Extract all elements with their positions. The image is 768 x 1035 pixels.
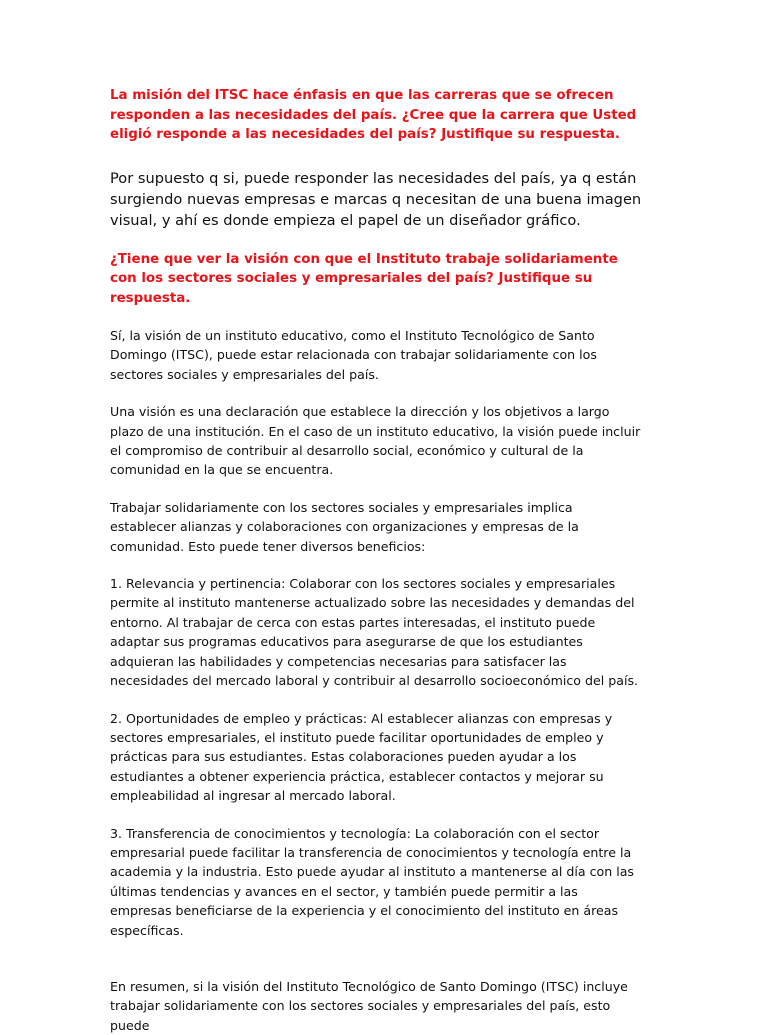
paragraph-vision-definition: Una visión es una declaración que establece la dirección y los objetivos a largo plazo de una institución. En el caso de un instituto educativo, la visión puede incluir el compromiso de contribuir al desarrollo social, económico y cultural de la comunidad en la que se encuentra.: [110, 404, 641, 478]
paragraph-point-1: 1. Relevancia y pertinencia: Colaborar con los sectores sociales y empresariales permite al instituto mantenerse actualizado sobre las necesidades y demandas del entorno. Al trabajar de cerca con estas partes interesadas, el instituto puede adaptar sus programas educativos para asegurarse de que los estudiantes adquieran las habilidades y competencias necesarias para satisfacer las necesidades del mercado laboral y contribuir al desarrollo socioeconómico del país.: [110, 576, 639, 689]
paragraph-summary: En resumen, si la visión del Instituto Tecnológico de Santo Domingo (ITSC) incluye trabajar solidariamente con los sectores sociales y empresariales del país, esto puede: [110, 978, 628, 1033]
question-1: La misión del ITSC hace énfasis en que las carreras que se ofrecen responden a las necesidades del país. ¿Cree que la carrera que Usted eligió responde a las necesidades del país? Justifique su respuesta.: [110, 88, 637, 142]
paragraph-point-2: 2. Oportunidades de empleo y prácticas: Al establecer alianzas con empresas y sectores empresariales, el instituto puede facilitar oportunidades de empleo y prácticas para sus estudiantes. Estas colaboraciones pueden ayudar a los estudiantes a obtener experiencia práctica, establecer contactos y mejorar su empleabilidad al ingresar al mercado laboral.: [110, 710, 613, 804]
document-content: [110, 86, 642, 1035]
answer-1: Por supuesto q si, puede responder las necesidades del país, ya q están surgiendo nuevas empresas e marcas q necesitan de una buena imagen visual, y ahí es donde empieza el papel de un diseñador gráfico.: [110, 169, 642, 229]
question-2: ¿Tiene que ver la visión con que el Instituto trabaje solidariamente con los sectores sociales y empresariales del país? Justifique su respuesta.: [110, 251, 618, 306]
paragraph-solidarity: Trabajar solidariamente con los sectores sociales y empresariales implica establecer alianzas y colaboraciones con organizaciones y empresas de la comunidad. Esto puede tener diversos beneficios:: [110, 499, 579, 554]
paragraph-vision-intro: Sí, la visión de un instituto educativo, como el Instituto Tecnológico de Santo Domingo (ITSC), puede estar relacionada con trabajar solidariamente con los sectores sociales y empresariales del país.: [110, 328, 597, 382]
paragraph-point-3: 3. Transferencia de conocimientos y tecnología: La colaboración con el sector empresarial puede facilitar la transferencia de conocimientos y tecnología entre la academia y la industria. Esto puede ayudar al instituto a mantenerse al día con las últimas tendencias y avances en el sector, y también puede permitir a las empresas beneficiarse de la experiencia y el conocimiento del instituto en áreas específicas.: [110, 825, 634, 938]
